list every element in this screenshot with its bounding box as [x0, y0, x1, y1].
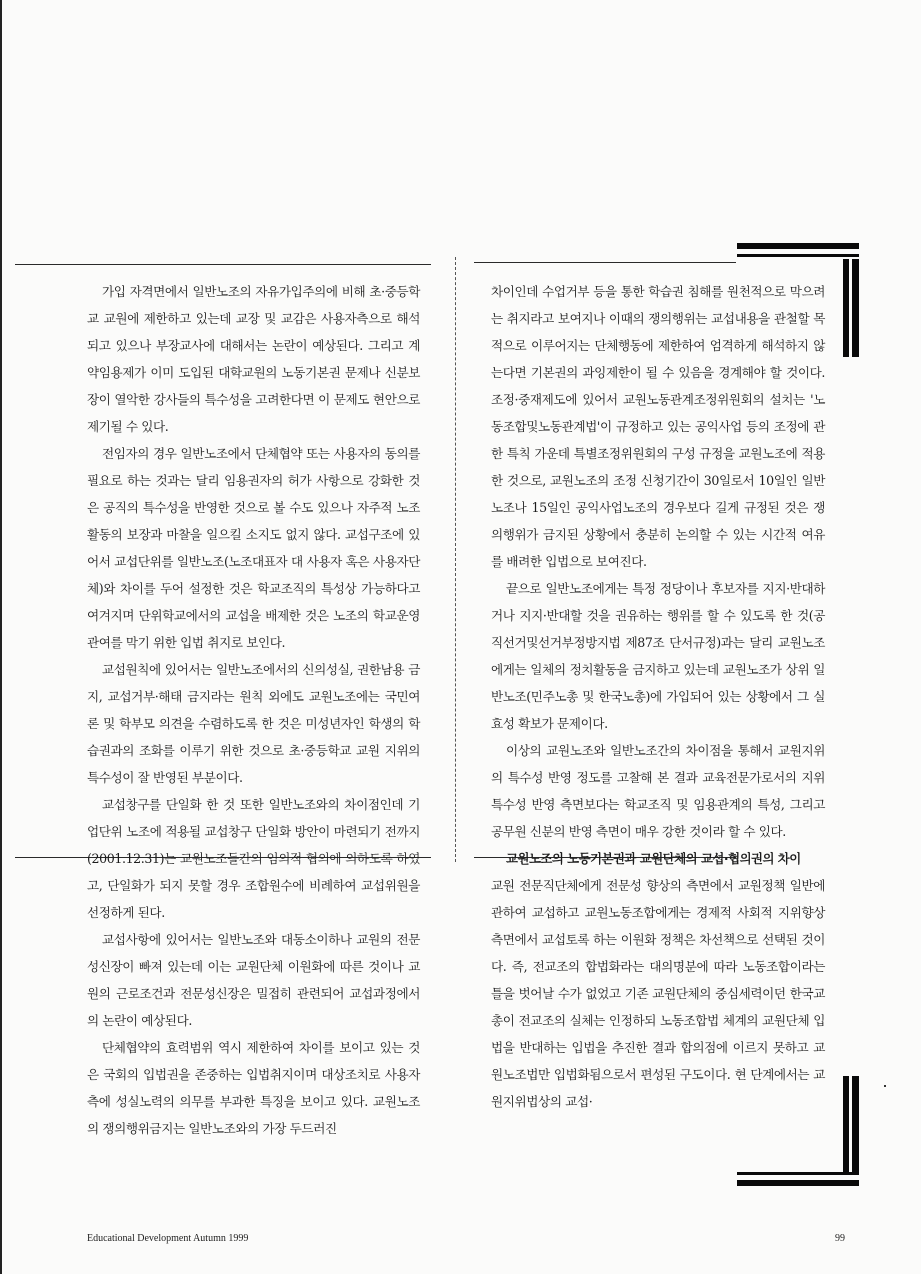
top-decor-bar-1	[737, 243, 859, 249]
column-divider	[455, 257, 456, 862]
left-column	[87, 278, 420, 1142]
top-decor-vbar-1	[843, 259, 849, 357]
bottom-decor-vbar-1	[843, 1076, 849, 1174]
bottom-decor-bar-2	[737, 1180, 859, 1186]
margin-dot	[884, 1085, 886, 1087]
footer-journal-title: Educational Development Autumn 1999	[87, 1233, 249, 1244]
top-decor-bar-2	[737, 254, 859, 257]
paragraph: 단체협약의 효력범위 역시 제한하여 차이를 보이고 있는 것은 국회의 입법권을 존중하는 입법취지이며 대상조치로 사용자측에 성실노력의 의무를 부과한 특징을 보이고 있다. 교원노조의 쟁의행위금지는 일반노조와의 가장 두드러진	[87, 1040, 420, 1136]
paragraph: 전임자의 경우 일반노조에서 단체협약 또는 사용자의 동의를 필요로 하는 것과는 달리 임용권자의 허가 사항으로 강화한 것은 공직의 특수성을 반영한 것으로 볼 수도 있으나 자주적 노조활동의 보장과 마찰을 일으킬 소지도 없지 않다. 교섭구조에 있어서 교섭단위를 일반노조(노조대표자 대 사용자 혹은 사용자단체)와 차이를 두어 설정한 것은 학교조직의 특성상 가능하다고 여겨지며 단위학교에서의 교섭을 배제한 것은 노조의 학교운영 관여를 막기 위한 입법 취지로 보인다.	[87, 446, 420, 650]
paragraph: 교섭창구를 단일화 한 것 또한 일반노조와의 차이점인데 기업단위 노조에 적용될 교섭창구 단일화 방안이 마련되기 전까지(2001.12.31)는 교원노조들간의 임의적 협의에 의하도록 하였고, 단일화가 되지 못할 경우 조합원수에 비례하여 교섭위원을 선정하게 된다.	[87, 797, 420, 920]
top-rule-right	[474, 262, 736, 263]
page-edge	[0, 0, 2, 1274]
top-decor-vbar-2	[852, 259, 859, 357]
paragraph: 가입 자격면에서 일반노조의 자유가입주의에 비해 초·중등학교 교원에 제한하고 있는데 교장 및 교감은 사용자측으로 해석되고 있으나 부장교사에 대해서는 논란이 예상된다. 그리고 계약임용제가 이미 도입된 대학교원의 노동기본권 문제나 신분보장이 열악한 강사들의 특수성을 고려한다면 이 문제도 현안으로 제기될 수 있다.	[87, 284, 420, 434]
paragraph: 끝으로 일반노조에게는 특정 정당이나 후보자를 지지·반대하거나 지지·반대할 것을 권유하는 행위를 할 수 있도록 한 것(공직선거및선거부정방지법 제87조 단서규정)과는 달리 교원노조에게는 일체의 정치활동을 금지하고 있는데 교원노조가 상위 일반노조(민주노총 및 한국노총)에 가입되어 있는 상황에서 그 실효성 확보가 문제이다.	[491, 581, 825, 731]
footer-page-number: 99	[835, 1233, 845, 1244]
top-rule-left	[15, 264, 431, 265]
paragraph: 차이인데 수업거부 등을 통한 학습권 침해를 원천적으로 막으려는 취지라고 보여지나 이때의 쟁의행위는 교섭내용을 관철할 목적으로 이루어지는 단체행동에 제한하여 엄격하게 해석하지 않는다면 기본권의 과잉제한이 될 수 있음을 경계해야 할 것이다. 조정·중재제도에 있어서 교원노동관계조정위원회의 설치는 '노동조합및노동관계법'이 규정하고 있는 공익사업 등의 조정에 관한 특칙 가운데 특별조정위원회의 구성 규정을 교원노조에 적용한 것으로, 교원노조의 조정 신청기간이 30일로서 10일인 일반노조나 15일인 공익사업노조의 경우보다 길게 규정된 것은 쟁의행위가 금지된 상황에서 충분히 논의할 수 있는 시간적 여유를 배려한 입법으로 보여진다.	[491, 284, 825, 569]
bottom-decor-bar-1	[737, 1172, 859, 1175]
section-heading: 교원노조의 노동기본권과 교원단체의 교섭·협의권의 차이	[506, 851, 801, 866]
paragraph: 교섭원칙에 있어서는 일반노조에서의 신의성실, 권한남용 금지, 교섭거부·해태 금지라는 원칙 외에도 교원노조에는 국민여론 및 학부모 의견을 수렴하도록 한 것은 미성년자인 학생의 학습권과의 조화를 이루기 위한 것으로 초·중등학교 교원 지위의 특수성이 잘 반영된 부분이다.	[87, 662, 420, 785]
paragraph: 교원 전문직단체에게 전문성 향상의 측면에서 교원정책 일반에 관하여 교섭하고 교원노동조합에게는 경제적 사회적 지위향상 측면에서 교섭토록 하는 이원화 정책은 차선책으로 선택된 것이다. 즉, 전교조의 합법화라는 대의명분에 따라 노동조합이라는 틀을 벗어날 수가 없었고 기존 교원단체의 중심세력이던 한국교총이 전교조의 실체는 인정하되 노동조합법 체계의 교원단체 입법을 반대하는 입법을 추진한 결과 합의점에 이르지 못하고 교원노조법만 입법화됨으로서 편성된 구도이다. 현 단계에서는 교원지위법상의 교섭·	[491, 878, 825, 1109]
paragraph: 이상의 교원노조와 일반노조간의 차이점을 통해서 교원지위의 특수성 반영 정도를 고찰해 본 결과 교육전문가로서의 지위 특수성 반영 측면보다는 학교조직 및 임용관계의 특성, 그리고 공무원 신분의 반영 측면이 매우 강한 것이라 할 수 있다.	[491, 743, 825, 839]
paragraph: 교섭사항에 있어서는 일반노조와 대동소이하나 교원의 전문성신장이 빠져 있는데 이는 교원단체 이원화에 따른 것이나 교원의 근로조건과 전문성신장은 밀접히 관련되어 교섭과정에서의 논란이 예상된다.	[87, 932, 420, 1028]
bottom-decor-vbar-2	[852, 1076, 859, 1174]
right-column	[491, 278, 825, 1115]
